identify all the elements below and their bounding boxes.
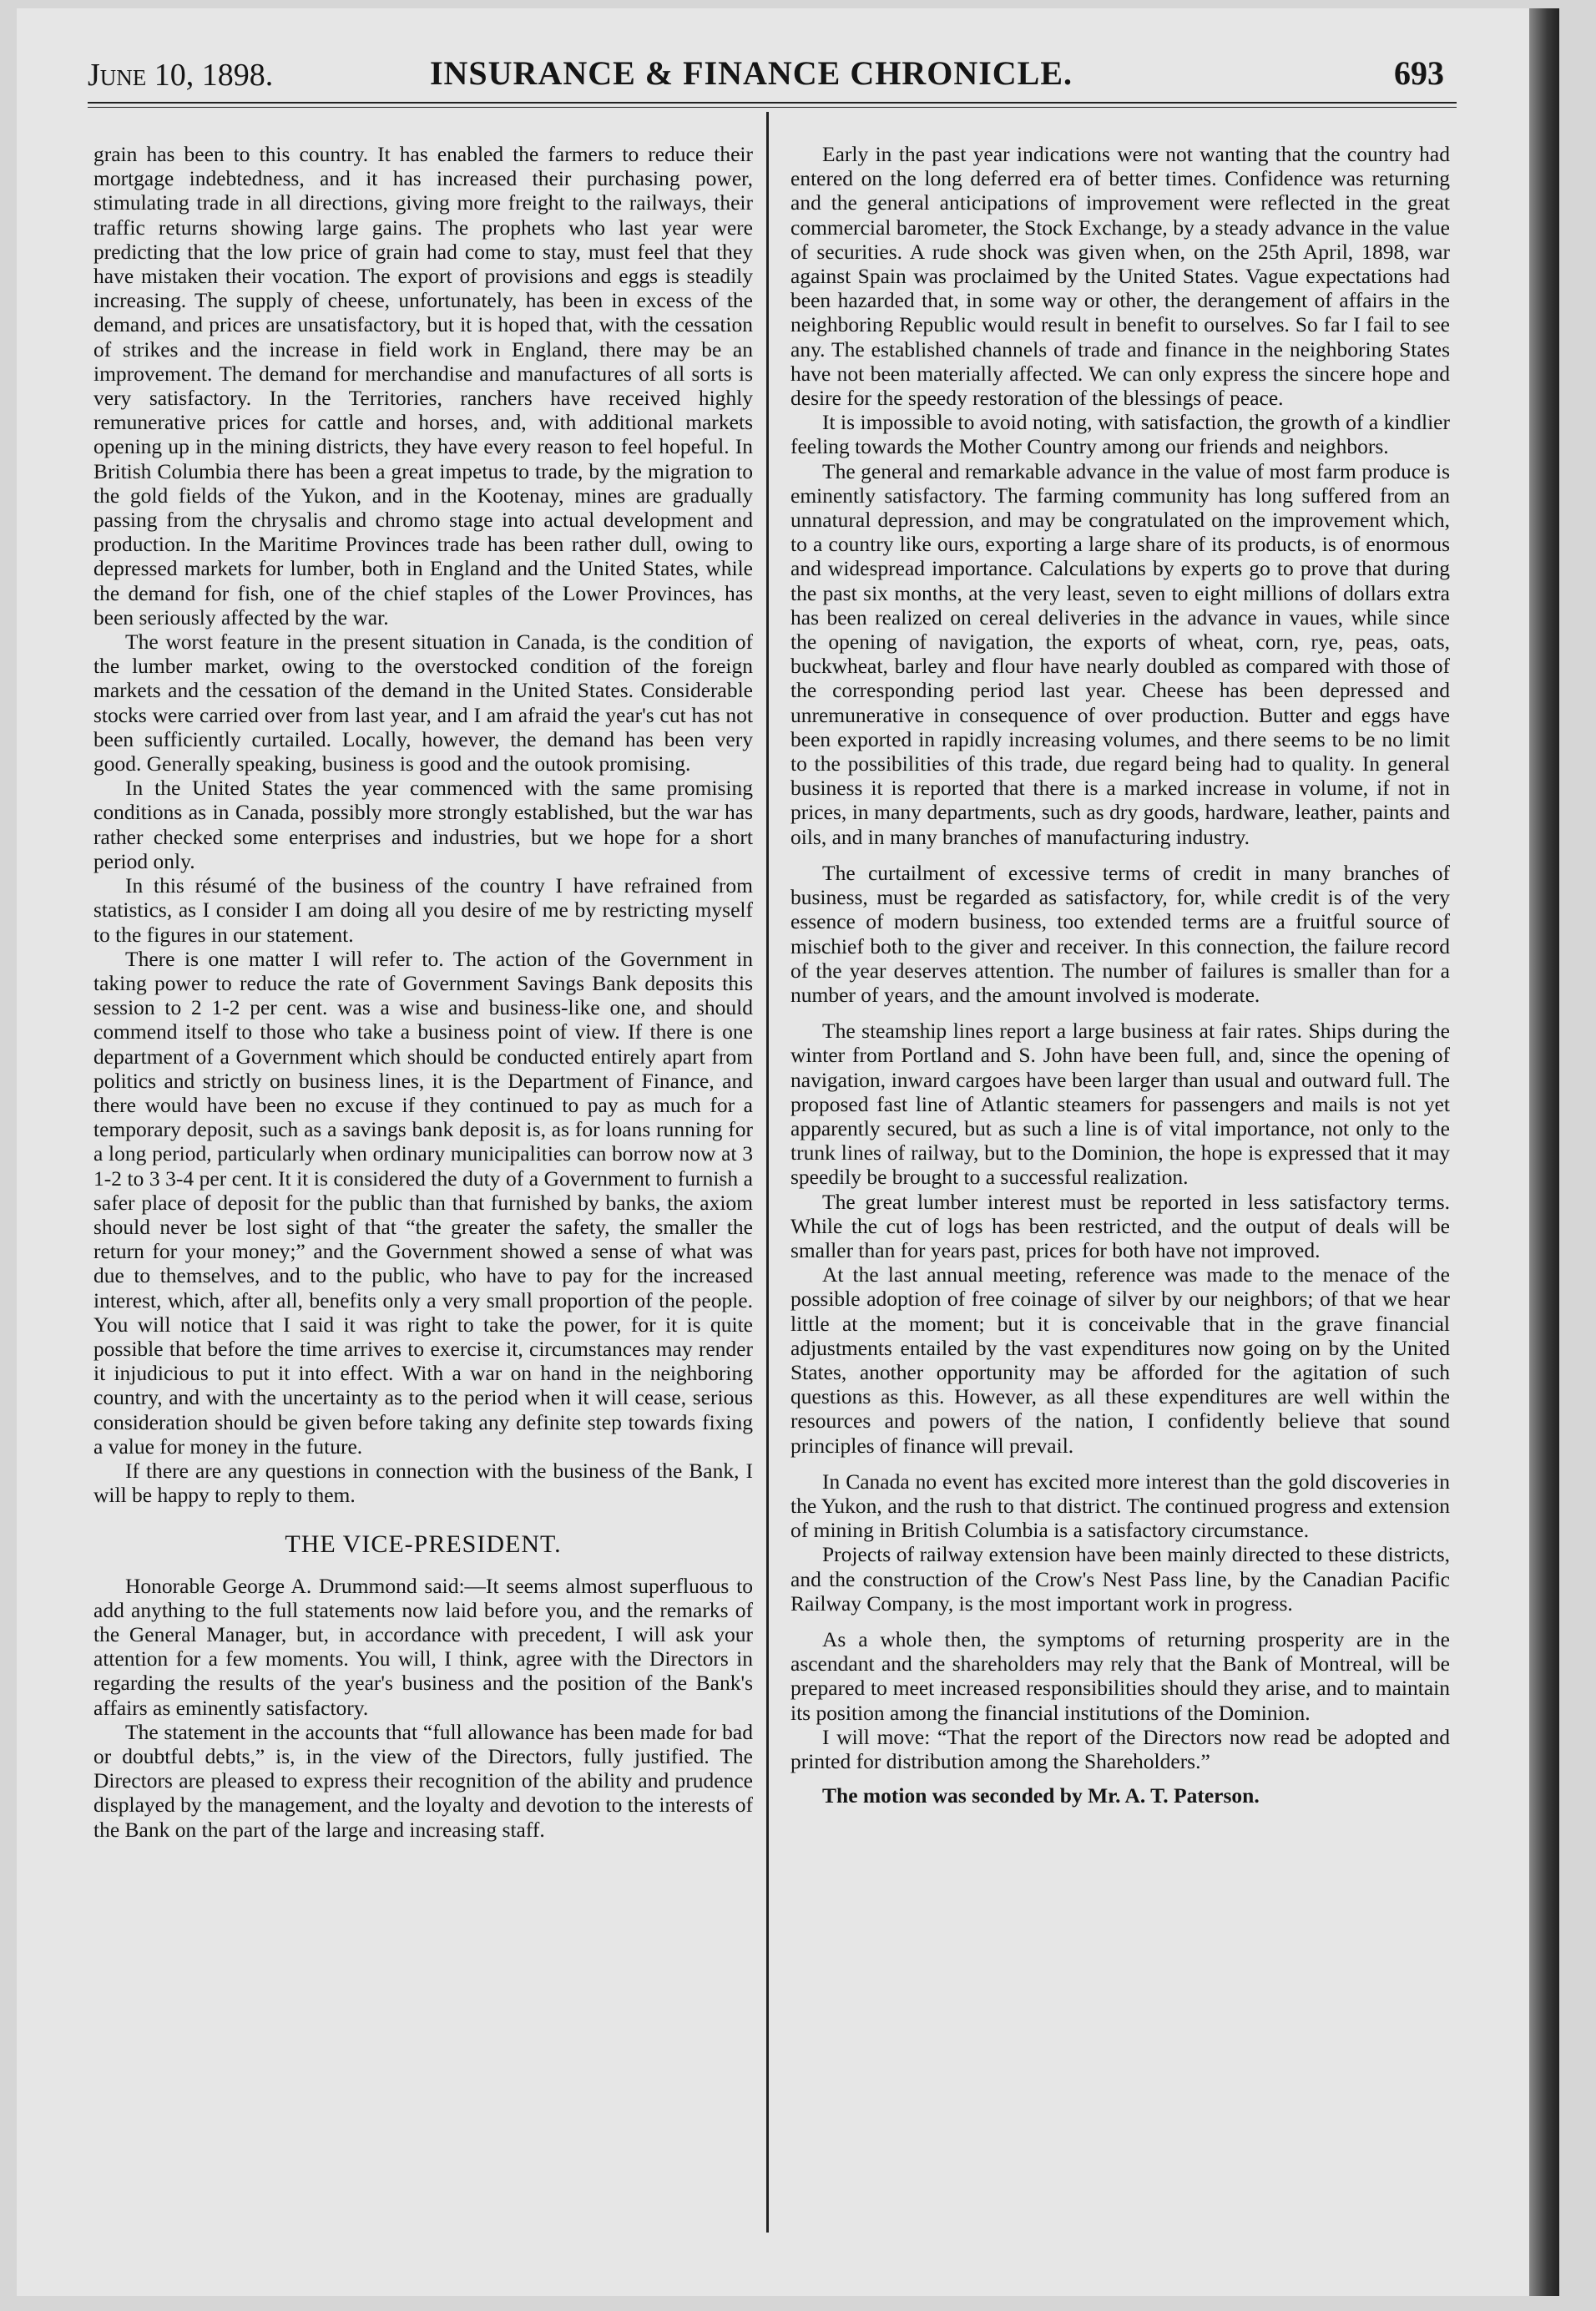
paragraph: In this résumé of the business of the country I have refrained from statistics, as I consider I am doing all you desire of me by restricting myself to the figures in our statement. <box>93 873 753 947</box>
paragraph: Projects of railway extension have been mainly directed to these districts, and the construction of the Crow's Nest Pass line, by the Canadian Pacific Railway Company, is the most important work in progress. <box>790 1542 1450 1616</box>
paragraph: In the United States the year commenced with the same promising conditions as in Canada, possibly more strongly established, but the war has rather checked some enterprises and industries, but we hope for a short period only. <box>93 776 753 873</box>
paragraph: Early in the past year indications were not wanting that the country had entered on the long deferred era of better times. Confidence was returning and the general anticipations of improvement were reflected in the great commercial barometer, the Stock Exchange, by a steady advance in the value of securities. A rude shock was given when, on the 25th April, 1898, war against Spain was proclaimed by the United States. Vague expectations had been hazarded that, in some way or other, the derangement of affairs in the neighboring Republic would result in benefit to ourselves. So far I fail to see any. The established channels of trade and finance in the neighboring States have not been materially affected. We can only express the sincere hope and desire for the speedy restoration of the blessings of peace. <box>790 142 1450 411</box>
newspaper-page <box>17 8 1559 2296</box>
paragraph: Honorable George A. Drummond said:—It seems almost superfluous to add anything to the full statements now laid before you, and the remarks of the General Manager, but, in accordance with precedent, I will ask your attention for a few moments. You will, I think, agree with the Directors in regarding the results of the year's business and the position of the Bank's affairs as eminently satisfactory. <box>93 1573 753 1720</box>
issue-date: June 10, 1898. <box>88 58 274 93</box>
section-heading: THE VICE-PRESIDENT. <box>285 1530 562 1559</box>
header-rule-top <box>88 102 1457 104</box>
paragraph: The worst feature in the present situation in Canada, is the condition of the lumber market, owing to the overstocked condition of the foreign markets and the cessation of the demand in the United States. Considerable stocks were carried over from last year, and I am afraid the year's cut has not been sufficiently curtailed. Locally, however, the demand has been very good. Generally speaking, business is good and the outook promising. <box>93 630 753 776</box>
closing-line: The motion was seconded by Mr. A. T. Paterson. <box>822 1783 1260 1808</box>
left-column <box>93 142 753 1842</box>
paragraph: The statement in the accounts that “full allowance has been made for bad or doubtful debts,” is, in the view of the Directors, fully justified. The Directors are pleased to express their recognition of the ability and prudence displayed by the management, and the loyalty and devotion to the interests of the Bank on the part of the large and increasing staff. <box>93 1719 753 1842</box>
paragraph: At the last annual meeting, reference was made to the menace of the possible adoption of free coinage of silver by our neighbors; of that we hear little at the moment; but it is conceivable that in the grave financial adjustments entailed by the vast expenditures now going on by the United States, another opportunity may be afforded for the agitation of such questions as this. However, as all these expenditures are well within the resources and powers of the nation, I confidently believe that sound principles of finance will prevail. <box>790 1262 1450 1458</box>
page-header <box>17 50 1559 100</box>
right-column <box>790 142 1450 1808</box>
paragraph: The general and remarkable advance in the value of most farm produce is eminently satisfactory. The farming community has long suffered from an unnatural depression, and may be congratulated on the improvement which, to a country like ours, exporting a large share of its products, is of enormous and widespread importance. Calculations by experts go to prove that during the past six months, at the very least, seven to eight millions of dollars extra has been realized on cereal deliveries in the advance in vaues, while since the opening of navigation, the exports of wheat, corn, rye, peas, oats, buckwheat, barley and flour have nearly doubled as compared with those of the corresponding period last year. Cheese has been depressed and unremunerative in consequence of over production. Butter and eggs have been exported in rapidly increasing volumes, and there seems to be no limit to the possibilities of this trade, due regard being had to quality. In general business it is reported that there is a marked increase in volume, if not in prices, in many departments, such as dry goods, hardware, leather, paints and oils, and in many branches of manufacturing industry. <box>790 458 1450 849</box>
page-number: 693 <box>1394 54 1444 92</box>
paragraph: The great lumber interest must be reported in less satisfactory terms. While the cut of logs has been restricted, and the output of deals will be smaller than for years past, prices for both have not improved. <box>790 1189 1450 1262</box>
header-rule-bottom <box>88 107 1457 108</box>
paragraph: As a whole then, the symptoms of returning prosperity are in the ascendant and the shareholders may rely that the Bank of Montreal, will be prepared to meet increased responsibilities should they arise, and to maintain its position among the financial institutions of the Dominion. <box>790 1626 1450 1725</box>
paragraph: In Canada no event has excited more interest than the gold discoveries in the Yukon, and the rush to that district. The continued progress and extension of mining in British Columbia is a satisfactory circumstance. <box>790 1469 1450 1543</box>
paragraph: The steamship lines report a large business at fair rates. Ships during the winter from Portland and S. John have been full, and, since the opening of navigation, inward cargoes have been larger than usual and outward full. The proposed fast line of Atlantic steamers for passengers and mails is not yet apparently secured, but as such a line is of vital importance, not only to the trunk lines of railway, but to the Dominion, the hope is expressed that it may speedily be brought to a successful realization. <box>790 1019 1450 1190</box>
book-spine-shadow <box>1529 8 1559 2296</box>
publication-title: INSURANCE & FINANCE CHRONICLE. <box>429 54 1073 92</box>
column-divider <box>766 112 769 2233</box>
paragraph: I will move: “That the report of the Directors now read be adopted and printed for distribution among the Shareholders.” <box>790 1724 1450 1773</box>
paragraph: It is impossible to avoid noting, with satisfaction, the growth of a kindlier feeling towards the Mother Country among our friends and neighbors. <box>790 410 1450 459</box>
paragraph: If there are any questions in connection with the business of the Bank, I will be happy to reply to them. <box>93 1458 753 1508</box>
paragraph: There is one matter I will refer to. The action of the Government in taking power to reduce the rate of Government Savings Bank deposits this session to 2 1-2 per cent. was a wise and business-like one, and should commend itself to those who take a business point of view. If there is one department of a Government which should be conducted entirely apart from politics and strictly on business lines, it is the Department of Finance, and there would have been no excuse if they continued to pay as much for a temporary deposit, such as a savings bank deposit is, as for loans running for a long period, particularly when ordinary municipalities can borrow now at 3 1-2 to 3 3-4 per cent. It it is considered the duty of a Government to furnish a safer place of deposit for the public than that furnished by banks, the axiom should never be lost sight of that “the greater the safety, the smaller the return for your money;” and the Government showed a sense of what was due to themselves, and to the public, who have to pay for the increased interest, which, after all, benefits only a very small proportion of the people. You will notice that I said it was right to take the power, for it is quite possible that before the time arrives to exercise it, circumstances may render it injudicious to put it into effect. With a war on hand in the neighboring country, and with the uncertainty as to the period when it will cease, serious consideration should be given before taking any definite step towards fixing a value for money in the future. <box>93 946 753 1459</box>
paragraph: grain has been to this country. It has enabled the farmers to reduce their mortgage indebtedness, and it has increased their purchasing power, stimulating trade in all directions, giving more freight to the railways, their traffic returns showing large gains. The prophets who last year were predicting that the low price of grain had come to stay, must feel that they have mistaken their vocation. The export of provisions and eggs is steadily increasing. The supply of cheese, unfortunately, has been in excess of the demand, and prices are unsatisfactory, but it is hoped that, with the cessation of strikes and the increase in field work in England, there may be an improvement. The demand for merchandise and manufactures of all sorts is very satisfactory. In the Territories, ranchers have received highly remunerative prices for cattle and horses, and, with additional markets opening up in the mining districts, they have every reason to feel hopeful. In British Columbia there has been a great impetus to trade, by the migration to the gold fields of the Yukon, and in the Kootenay, mines are gradually passing from the chrysalis and chromo stage into actual development and production. In the Maritime Provinces trade has been rather dull, owing to depressed markets for lumber, both in England and the United States, while the demand for fish, one of the chief staples of the Lower Provinces, has been seriously affected by the war. <box>93 142 753 630</box>
paragraph: The curtailment of excessive terms of credit in many branches of business, must be regarded as satisfactory, for, while credit is of the very essence of modern business, too extended terms are a fruitful source of mischief both to the giver and receiver. In this connection, the failure record of the year deserves attention. The number of failures is smaller than for a number of years, and the amount involved is moderate. <box>790 860 1450 1007</box>
